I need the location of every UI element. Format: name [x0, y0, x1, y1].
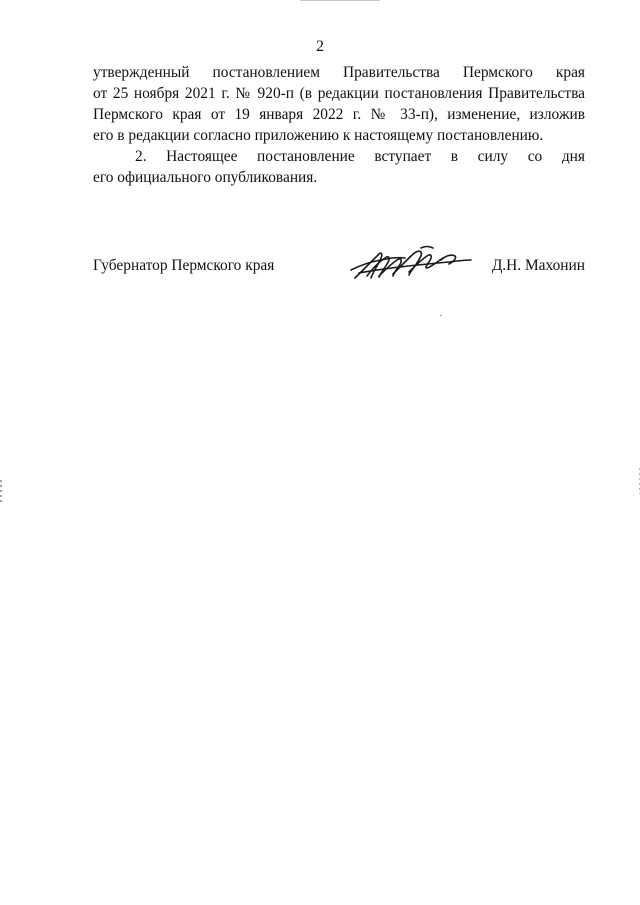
paragraph-2-line-1: 2. Настоящее постановление вступает в силу со дня	[135, 148, 585, 165]
handwritten-signature	[345, 240, 475, 286]
signer-title: Губернатор Пермского края	[93, 257, 275, 274]
document-body	[93, 62, 585, 188]
page-number: 2	[316, 38, 324, 55]
paragraph-1-line-1: утвержденный постановлением Правительства Пермского края	[93, 64, 585, 81]
paragraph-1-line-2: от 25 ноября 2021 г. № 920-п (в редакции постановления Правительства	[93, 85, 585, 102]
signer-name: Д.Н. Махонин	[491, 257, 585, 274]
paragraph-1-line-3: Пермского края от 19 января 2022 г. № 33-п), изменение, изложив	[93, 106, 585, 123]
paragraph-2-line-2: его официального опубликования.	[93, 169, 318, 186]
scan-artifact-dot	[440, 315, 442, 316]
scan-edge-mark	[0, 480, 2, 502]
paragraph-1-line-4: его в редакции согласно приложению к настоящему постановлению.	[93, 127, 544, 144]
scan-artifact-line	[300, 0, 380, 1]
